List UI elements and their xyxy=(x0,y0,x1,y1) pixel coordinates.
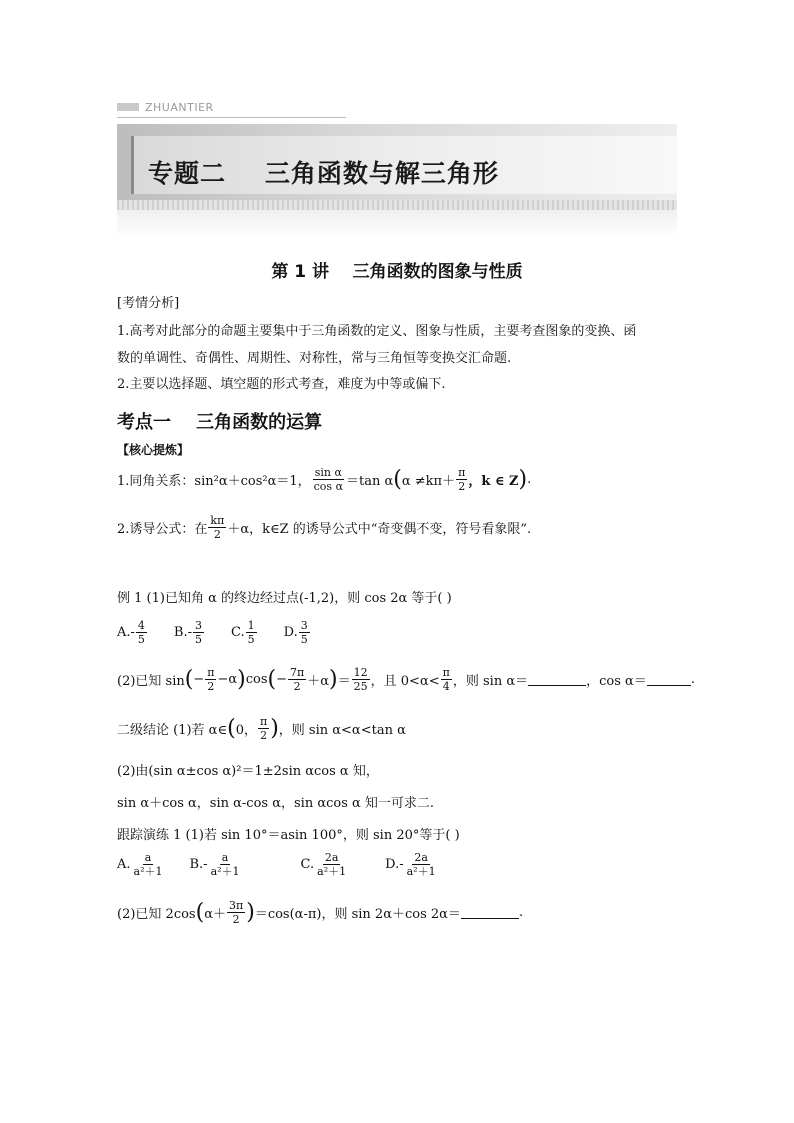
example1-options xyxy=(117,619,337,646)
q2-text: ，且 0<α< xyxy=(370,674,440,689)
fraction-denominator: a²＋1 xyxy=(133,865,163,878)
left-paren: ( xyxy=(267,666,277,692)
7pi-over-2-fraction xyxy=(288,666,306,693)
option-a xyxy=(117,619,148,646)
right-paren: ) xyxy=(518,466,528,492)
q2-text: ＋α xyxy=(307,674,330,689)
banner-inner xyxy=(131,136,677,194)
chapter-title: 专题二 三角函数与解三角形 xyxy=(148,159,499,188)
q2-text: α＋ xyxy=(204,907,226,922)
section-title: 考点一 三角函数的运算 xyxy=(117,412,323,433)
q2-text: . xyxy=(690,672,695,687)
practice1-q1: 跟踪演练 1 (1)若 sin 10°＝asin 100°，则 sin 20°等于( ) xyxy=(117,828,460,843)
option-b xyxy=(174,619,205,646)
q2-text: cos xyxy=(245,672,268,687)
fraction-numerator: a xyxy=(221,851,229,864)
fraction-numerator: 3 xyxy=(300,619,308,632)
analysis-p2: 2.主要以选择题、填空题的形式考查，难度为中等或偏下. xyxy=(117,377,446,392)
identity-end: . xyxy=(527,472,532,487)
option-fraction xyxy=(246,619,257,646)
analysis-heading: [考情分析] xyxy=(117,296,180,311)
q2-text: − xyxy=(193,672,205,687)
option-fraction xyxy=(405,851,438,878)
fraction-denominator: a²＋1 xyxy=(317,865,347,878)
fraction-numerator: 4 xyxy=(137,619,145,632)
fraction-denominator: 5 xyxy=(195,633,202,646)
pi-over-2-fraction xyxy=(456,466,467,493)
series-tag xyxy=(117,99,214,115)
option-d xyxy=(284,619,311,646)
fraction-denominator: 2 xyxy=(232,913,240,926)
practice1-q2 xyxy=(117,899,523,926)
fraction-denominator: 2 xyxy=(458,480,466,493)
option-label: A.- xyxy=(117,625,135,640)
fraction-numerator: 3π xyxy=(228,899,244,912)
left-paren: ( xyxy=(184,666,194,692)
fraction-denominator: 2 xyxy=(260,729,268,742)
q2-text: ＝ xyxy=(337,674,351,689)
q2-text: . xyxy=(518,905,524,920)
fraction-denominator: 5 xyxy=(137,633,145,646)
option-fraction xyxy=(315,851,348,878)
fraction-numerator: a xyxy=(144,851,152,864)
fraction-numerator: 1 xyxy=(247,619,255,632)
option-fraction xyxy=(136,619,147,646)
identity-prefix: 1.同角关系：sin²α＋cos²α＝1， xyxy=(117,474,311,489)
option-label: A. xyxy=(117,857,131,872)
right-paren: ) xyxy=(270,715,279,741)
fraction-denominator: a²＋1 xyxy=(210,865,240,878)
identity-cond-b: ，k ∈ Z xyxy=(468,474,519,489)
option-b xyxy=(190,851,243,878)
conclusion-text: 0， xyxy=(235,723,257,738)
option-label: C. xyxy=(231,625,245,640)
q2-text: ＝cos(α-π)，则 sin 2α＋cos 2α＝ xyxy=(254,907,461,922)
identity-line xyxy=(117,466,531,493)
option-d xyxy=(385,851,438,878)
header-rule xyxy=(117,117,346,118)
fraction-numerator: 2a xyxy=(414,851,428,864)
fraction-numerator: π xyxy=(207,666,215,679)
fraction-numerator: π xyxy=(442,666,450,679)
conclusion-text: ，则 sin α<α<tan α xyxy=(278,723,406,738)
induction-line xyxy=(117,514,531,541)
option-label: B.- xyxy=(189,857,208,872)
fraction-denominator: 4 xyxy=(442,680,450,693)
lecture-title: 第 1 讲 三角函数的图象与性质 xyxy=(271,262,523,282)
fraction-denominator: 5 xyxy=(300,633,308,646)
option-c xyxy=(231,619,258,646)
answer-blank-cos[interactable] xyxy=(647,674,691,686)
option-label: D. xyxy=(283,625,298,640)
option-fraction xyxy=(209,851,242,878)
identity-mid: ＝tan α xyxy=(346,474,394,489)
fraction-denominator: a²＋1 xyxy=(406,865,436,878)
answer-blank[interactable] xyxy=(461,907,519,919)
fraction-numerator: π xyxy=(259,715,268,728)
option-fraction xyxy=(132,851,165,878)
q2-text: (2)已知 sin xyxy=(117,674,185,689)
12-over-25-fraction xyxy=(352,666,370,693)
induction-suffix: ＋α，k∈Z 的诱导公式中“奇变偶不变，符号看象限”. xyxy=(227,522,532,537)
q2-text: −α xyxy=(217,672,238,687)
right-paren: ) xyxy=(237,666,246,692)
conclusion-text: 二级结论 (1)若 α∈ xyxy=(117,723,228,738)
fraction-denominator: 5 xyxy=(247,633,255,646)
fraction-denominator: 25 xyxy=(353,680,368,693)
fraction-numerator: kπ xyxy=(210,514,225,527)
example1-q1: 例 1 (1)已知角 α 的终边经过点(-1,2)，则 cos 2α 等于( ) xyxy=(117,591,452,606)
fraction-numerator: π xyxy=(458,466,466,479)
right-paren: ) xyxy=(329,666,338,692)
core-label: 【核心提炼】 xyxy=(117,443,190,457)
analysis-p1-line1: 1.高考对此部分的命题主要集中于三角函数的定义、图象与性质，主要考查图象的变换、函 xyxy=(117,324,637,339)
option-label: B.- xyxy=(173,625,192,640)
banner-stripe xyxy=(117,200,677,210)
option-label: C. xyxy=(300,857,315,872)
answer-blank-sin[interactable] xyxy=(528,674,586,686)
fraction-denominator: cos α xyxy=(313,480,343,493)
conclusion-line3: sin α＋cos α，sin α-cos α，sin αcos α 知一可求二. xyxy=(117,796,435,811)
induction-prefix: 2.诱导公式：在 xyxy=(117,522,208,537)
left-paren: ( xyxy=(195,899,205,925)
pi-over-4-fraction xyxy=(441,666,452,693)
banner-shadow xyxy=(117,210,677,238)
q2-text: (2)已知 2cos xyxy=(117,907,196,922)
chapter-banner xyxy=(117,124,677,210)
fraction-numerator: 3 xyxy=(195,619,202,632)
left-paren: ( xyxy=(227,715,236,741)
practice1-options xyxy=(117,851,465,878)
fraction-numerator: 7π xyxy=(290,666,305,679)
conclusion-line1 xyxy=(117,715,406,742)
conclusion-line2: (2)由(sin α±cos α)²＝1±2sin αcos α 知， xyxy=(117,764,379,779)
3pi-over-2-fraction xyxy=(227,899,245,926)
analysis-p1-line2: 数的单调性、奇偶性、周期性、对称性，常与三角恒等变换交汇命题. xyxy=(117,351,512,366)
fraction-numerator: 12 xyxy=(353,666,368,679)
right-paren: ) xyxy=(246,899,255,925)
series-tag-text: ZHUANTIER xyxy=(145,100,214,114)
fraction-denominator: 2 xyxy=(207,680,215,693)
identity-cond-a: α ≠kπ＋ xyxy=(401,474,456,489)
q2-text: − xyxy=(276,672,288,687)
q2-text: ，则 sin α＝ xyxy=(452,674,529,689)
option-fraction xyxy=(299,619,310,646)
option-c xyxy=(301,851,350,878)
tag-block xyxy=(117,103,139,111)
fraction-numerator: sin α xyxy=(314,466,342,479)
option-label: D.- xyxy=(385,857,404,872)
fraction-numerator: 2a xyxy=(324,851,339,864)
fraction-denominator: 2 xyxy=(293,680,301,693)
option-a xyxy=(117,851,166,878)
pi-over-2-fraction xyxy=(258,715,269,742)
kpi-over-2-fraction xyxy=(208,514,226,541)
sin-over-cos-fraction xyxy=(312,466,345,493)
pi-over-2-fraction xyxy=(205,666,216,693)
example1-q2 xyxy=(117,666,695,693)
option-fraction xyxy=(193,619,204,646)
q2-text: ，cos α＝ xyxy=(586,674,647,689)
left-paren: ( xyxy=(393,466,402,492)
fraction-denominator: 2 xyxy=(213,528,221,541)
